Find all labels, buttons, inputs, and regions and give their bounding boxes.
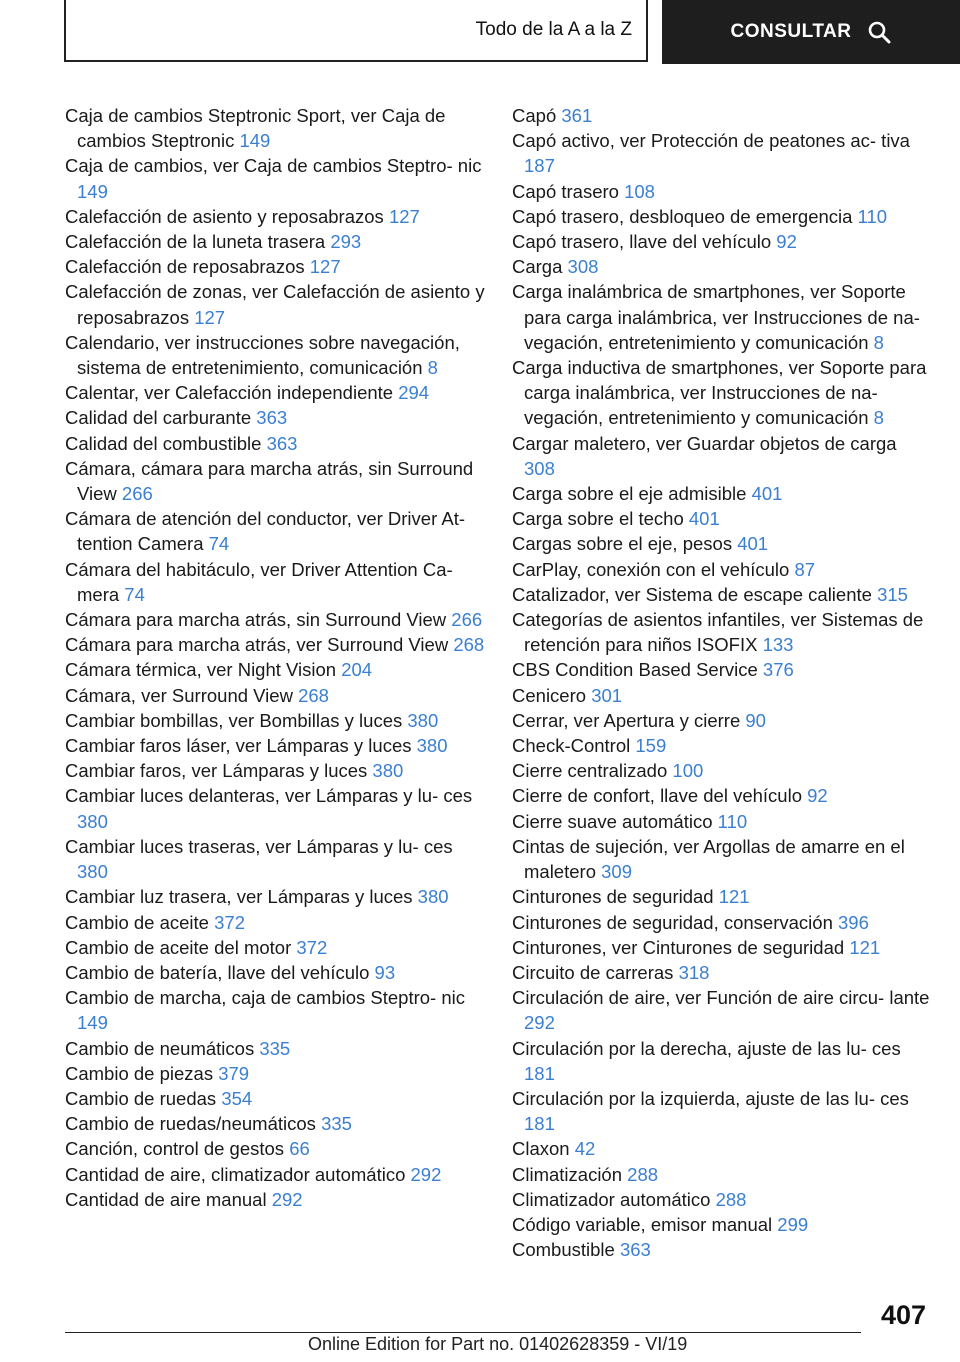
- index-page-link[interactable]: 127: [388, 205, 420, 227]
- index-page-link[interactable]: 87: [794, 558, 816, 580]
- index-page-link[interactable]: 66: [289, 1138, 310, 1160]
- index-entry: [65, 204, 485, 229]
- index-entry: [65, 985, 485, 1035]
- index-page-link[interactable]: 108: [624, 180, 655, 202]
- index-entry-text: Climatizador automático: [512, 1188, 711, 1210]
- index-entry: [65, 884, 485, 909]
- index-entry: [65, 405, 485, 430]
- index-entry: [65, 758, 485, 783]
- index-entry-text: Cámara para marcha atrás, ver Surround View: [65, 634, 449, 656]
- index-entry: [512, 179, 930, 204]
- index-entry: [512, 657, 930, 682]
- index-entry-text: Cargas sobre el eje, pesos: [512, 533, 733, 555]
- index-page-link[interactable]: 380: [77, 861, 108, 883]
- index-entry-text: Cierre centralizado: [512, 760, 668, 782]
- index-entry-text: Cambiar luz trasera, ver Lámparas y luces: [65, 886, 413, 908]
- index-entry-text: Cambio de neumáticos: [65, 1037, 255, 1059]
- index-entry-text: Cambiar bombillas, ver Bombillas y luces: [65, 709, 403, 731]
- index-entry-text: Calefacción de asiento y reposabrazos: [65, 205, 384, 227]
- index-page-link[interactable]: 92: [776, 231, 797, 253]
- index-entry-text: Cintas de sujeción, ver Argollas de amarre en el maletero: [512, 835, 905, 883]
- index-page-link[interactable]: 266: [121, 483, 153, 505]
- index-entry: [512, 531, 930, 556]
- index-entry-text: Calefacción de reposabrazos: [65, 256, 305, 278]
- index-entry-text: Cantidad de aire manual: [65, 1188, 267, 1210]
- index-entry: [512, 985, 930, 1035]
- index-entry-text: Cambio de piezas: [65, 1062, 214, 1084]
- index-entry: [65, 103, 485, 153]
- index-entry: [512, 683, 930, 708]
- index-entry-text: Capó trasero, desbloqueo de emergencia: [512, 205, 853, 227]
- index-entry-text: Cámara de atención del conductor, ver Driver At- tention Camera: [65, 508, 465, 555]
- index-page-link[interactable]: 121: [718, 886, 750, 908]
- index-entry-text: Cerrar, ver Apertura y cierre: [512, 709, 741, 731]
- index-entry: [512, 884, 930, 909]
- index-entry-text: Combustible: [512, 1239, 615, 1261]
- index-entry-text: Cenicero: [512, 684, 587, 706]
- index-page-link[interactable]: 293: [330, 231, 362, 253]
- index-page-link[interactable]: 294: [398, 382, 430, 404]
- index-page-link[interactable]: 401: [737, 533, 769, 555]
- index-entry: [512, 1212, 930, 1237]
- index-entry-text: Cambio de aceite: [65, 911, 209, 933]
- index-page-link[interactable]: 8: [873, 407, 884, 429]
- index-entry: [65, 683, 485, 708]
- index-page-link[interactable]: 93: [374, 961, 396, 983]
- index-entry-text: Cámara para marcha atrás, sin Surround View: [65, 609, 447, 631]
- index-entry-text: Calendario, ver instrucciones sobre navegación, sistema de entretenimiento, comunicación: [65, 331, 460, 379]
- index-page-link[interactable]: 8: [873, 331, 884, 353]
- index-page-link[interactable]: 159: [635, 735, 667, 757]
- index-entry: [512, 607, 930, 657]
- index-page-link[interactable]: 361: [561, 105, 593, 126]
- index-entry: [512, 254, 930, 279]
- index-page-link[interactable]: 379: [218, 1062, 250, 1084]
- index-entry: [65, 279, 485, 329]
- footer-edition: Online Edition for Part no. 01402628359 - VI/19: [308, 1334, 688, 1354]
- index-entry: [512, 204, 930, 229]
- index-entry: [65, 910, 485, 935]
- index-entry: [512, 758, 930, 783]
- index-page-link[interactable]: 335: [321, 1113, 352, 1135]
- search-icon: [867, 20, 891, 44]
- index-entry: [65, 1136, 485, 1161]
- index-entry: [512, 103, 930, 128]
- index-entry-text: Cantidad de aire, climatizador automático: [65, 1163, 406, 1185]
- index-entry-text: Cambio de aceite del motor: [65, 936, 292, 958]
- index-page-link[interactable]: 315: [877, 583, 908, 605]
- index-entry-text: Cámara, ver Surround View: [65, 684, 293, 706]
- index-entry-text: Calidad del combustible: [65, 432, 262, 454]
- index-page-link[interactable]: 309: [601, 861, 632, 883]
- index-entry: [512, 1237, 930, 1262]
- index-entry: [65, 1187, 485, 1212]
- index-entry: [65, 935, 485, 960]
- index-page-link[interactable]: 181: [524, 1062, 555, 1084]
- index-page-link[interactable]: 318: [678, 961, 710, 983]
- index-entry: [512, 1136, 930, 1161]
- index-entry: [65, 330, 485, 380]
- index-entry: [65, 632, 485, 657]
- index-entry-text: Cambiar faros láser, ver Lámparas y luces: [65, 735, 412, 757]
- index-page-link[interactable]: 363: [266, 432, 298, 454]
- index-entry-text: Capó activo, ver Protección de peatones ac- tiva: [512, 130, 910, 152]
- index-entry-text: Circuito de carreras: [512, 961, 674, 983]
- index-entry: [65, 380, 485, 405]
- footer-divider: [65, 1332, 861, 1333]
- index-page-link[interactable]: 354: [221, 1087, 253, 1109]
- index-page-link[interactable]: 100: [672, 760, 704, 782]
- index-page-link[interactable]: 268: [298, 684, 329, 706]
- index-entry: [65, 733, 485, 758]
- index-page-link[interactable]: 401: [688, 508, 720, 530]
- index-entry: [65, 1036, 485, 1061]
- index-entry-text: Cambio de ruedas/neumáticos: [65, 1113, 316, 1135]
- index-entry: [65, 557, 485, 607]
- index-page-link[interactable]: 401: [751, 483, 783, 505]
- index-entry: [65, 834, 485, 884]
- index-entry-text: Cinturones de seguridad: [512, 886, 714, 908]
- index-entry: [512, 1036, 930, 1086]
- index-entry: [65, 254, 485, 279]
- index-page-link[interactable]: 121: [849, 936, 881, 958]
- index-entry: [512, 935, 930, 960]
- index-page-link[interactable]: 363: [619, 1239, 651, 1261]
- index-page-link[interactable]: 288: [627, 1163, 659, 1185]
- index-entry: [512, 582, 930, 607]
- index-page-link[interactable]: 372: [296, 936, 328, 958]
- index-entry-text: Cinturones de seguridad, conservación: [512, 911, 833, 933]
- index-entry: [512, 279, 930, 355]
- index-page-link[interactable]: 292: [524, 1012, 555, 1034]
- index-page-link[interactable]: 299: [777, 1213, 809, 1235]
- index-page-link[interactable]: 42: [574, 1138, 596, 1160]
- index-entry: [65, 783, 485, 833]
- index-entry-text: Cambio de marcha, caja de cambios Steptro- nic: [65, 987, 465, 1009]
- top-bar: [0, 0, 960, 66]
- index-entry-text: Cinturones, ver Cinturones de seguridad: [512, 936, 845, 958]
- index-entry-text: Código variable, emisor manual: [512, 1213, 773, 1235]
- index-entry-text: Cámara, cámara para marcha atrás, sin Surround View: [65, 457, 474, 505]
- index-entry-text: Carga: [512, 256, 563, 278]
- index-entry-text: Climatización: [512, 1163, 623, 1185]
- index-entry-text: Calidad del carburante: [65, 407, 252, 429]
- index-entry: [512, 481, 930, 506]
- index-page-link[interactable]: 380: [77, 810, 108, 832]
- index-entry: [512, 128, 930, 178]
- index-entry-text: Caja de cambios, ver Caja de cambios Steptro- nic: [65, 155, 482, 177]
- index-entry: [512, 557, 930, 582]
- index-entry: [65, 1061, 485, 1086]
- index-page-link[interactable]: 380: [416, 735, 448, 757]
- index-column-left: [65, 103, 485, 1212]
- index-entry: [512, 834, 930, 884]
- consult-button[interactable]: [662, 0, 960, 64]
- index-page-link[interactable]: 187: [524, 155, 555, 177]
- index-entry-text: Cámara térmica, ver Night Vision: [65, 659, 337, 681]
- index-page-link[interactable]: 74: [124, 583, 145, 605]
- index-entry-text: Calefacción de zonas, ver Calefacción de asiento y reposabrazos: [65, 281, 485, 328]
- index-entry: [512, 431, 930, 481]
- index-entry: [512, 733, 930, 758]
- index-entry: [65, 506, 485, 556]
- index-page-link[interactable]: 110: [857, 205, 888, 227]
- index-entry-text: Check-Control: [512, 735, 631, 757]
- index-entry: [65, 431, 485, 456]
- index-entry: [65, 1162, 485, 1187]
- index-entry: [512, 960, 930, 985]
- index-page-link[interactable]: 268: [453, 634, 485, 656]
- index-entry-text: Circulación de aire, ver Función de aire circu- lante: [512, 987, 930, 1009]
- index-entry: [512, 506, 930, 531]
- index-entry-text: Canción, control de gestos: [65, 1138, 285, 1160]
- index-entry: [512, 1162, 930, 1187]
- index-entry: [512, 910, 930, 935]
- index-page-link[interactable]: 110: [717, 810, 748, 832]
- index-entry-text: Calentar, ver Calefacción independiente: [65, 382, 394, 404]
- index-page-link[interactable]: 376: [762, 659, 794, 681]
- index-entry-text: Cambio de batería, llave del vehículo: [65, 961, 370, 983]
- index-page-link[interactable]: 127: [309, 256, 341, 278]
- index-entry-text: Circulación por la derecha, ajuste de las lu- ces: [512, 1037, 901, 1059]
- index-page-link[interactable]: 372: [214, 911, 245, 933]
- index-page-link[interactable]: 149: [77, 1012, 108, 1034]
- index-entry: [65, 960, 485, 985]
- index-page-link[interactable]: 8: [427, 357, 438, 379]
- index-page-link[interactable]: 149: [239, 130, 271, 152]
- index-entry-text: CarPlay, conexión con el vehículo: [512, 558, 790, 580]
- index-entry-text: Cambiar luces delanteras, ver Lámparas y lu- ces: [65, 785, 473, 807]
- index-entry-text: Cambio de ruedas: [65, 1087, 217, 1109]
- index-page-link[interactable]: 266: [451, 609, 483, 631]
- index-page-link[interactable]: 149: [77, 180, 108, 202]
- index-entry-text: Capó: [512, 105, 557, 126]
- index-page-link[interactable]: 292: [410, 1163, 442, 1185]
- index-entry: [512, 1187, 930, 1212]
- index-entry: [65, 708, 485, 733]
- index-entry-text: Carga sobre el eje admisible: [512, 483, 747, 505]
- index-entry-text: Cierre suave automático: [512, 810, 713, 832]
- index-entry-text: Carga inalámbrica de smartphones, ver Soporte para carga inalámbrica, ver Instrucciones de na- vegación, entretenimiento y comunicación: [512, 281, 920, 353]
- index-entry: [65, 657, 485, 682]
- consult-label: CONSULTAR: [730, 21, 852, 42]
- index-entry: [512, 1086, 930, 1136]
- index-entry-text: Calefacción de la luneta trasera: [65, 231, 326, 253]
- index-page-link[interactable]: 181: [524, 1113, 555, 1135]
- index-entry: [512, 809, 930, 834]
- index-page-link[interactable]: 301: [591, 684, 623, 706]
- index-page-link[interactable]: 380: [372, 760, 404, 782]
- index-column-right: [512, 103, 930, 1262]
- index-entry: [65, 229, 485, 254]
- index-entry-text: Catalizador, ver Sistema de escape caliente: [512, 583, 872, 605]
- section-tab[interactable]: [64, 0, 648, 62]
- index-entry: [65, 607, 485, 632]
- index-page-link[interactable]: 380: [407, 709, 439, 731]
- index-entry: [512, 708, 930, 733]
- index-entry-text: Capó trasero: [512, 180, 619, 202]
- index-entry-text: Capó trasero, llave del vehículo: [512, 231, 772, 253]
- index-page-link[interactable]: 74: [208, 533, 230, 555]
- index-page-link[interactable]: 92: [807, 785, 828, 807]
- index-page-link[interactable]: 288: [715, 1188, 747, 1210]
- index-page-link[interactable]: 396: [838, 911, 869, 933]
- index-entry-text: Cambiar luces traseras, ver Lámparas y lu- ces: [65, 835, 453, 857]
- index-entry-text: Claxon: [512, 1138, 570, 1160]
- index-entry-text: Cargar maletero, ver Guardar objetos de carga: [512, 432, 897, 454]
- index-page-link[interactable]: 90: [745, 709, 766, 731]
- index-entry-text: CBS Condition Based Service: [512, 659, 758, 681]
- index-entry-text: Categorías de asientos infantiles, ver Sistemas de retención para niños ISOFIX: [512, 609, 924, 656]
- page-number: 407: [880, 1300, 926, 1330]
- index-page-link[interactable]: 380: [417, 886, 449, 908]
- index-entry: [512, 783, 930, 808]
- index-page-link[interactable]: 308: [524, 457, 555, 479]
- index-page-link[interactable]: 133: [762, 634, 794, 656]
- index-entry-text: Circulación por la izquierda, ajuste de las lu- ces: [512, 1087, 909, 1109]
- index-page-link[interactable]: 335: [259, 1037, 291, 1059]
- index-entry-text: Caja de cambios Steptronic Sport, ver Caja de cambios Steptronic: [65, 105, 446, 152]
- index-page-link[interactable]: 292: [271, 1188, 303, 1210]
- index-entry: [65, 153, 485, 203]
- index-page-link[interactable]: 363: [256, 407, 288, 429]
- section-tab-label: Todo de la A a la Z: [475, 19, 632, 40]
- index-entry: [65, 1111, 485, 1136]
- index-entry: [65, 456, 485, 506]
- index-entry: [65, 1086, 485, 1111]
- index-entry-text: Cambiar faros, ver Lámparas y luces: [65, 760, 368, 782]
- index-entry-text: Carga inductiva de smartphones, ver Soporte para carga inalámbrica, ver Instrucciones de na- vegación, entretenimiento y comunicación: [512, 357, 927, 429]
- index-entry-text: Carga sobre el techo: [512, 508, 684, 530]
- index-entry: [512, 355, 930, 431]
- index-entry: [512, 229, 930, 254]
- index-page-link[interactable]: 204: [341, 659, 373, 681]
- index-entry-text: Cierre de confort, llave del vehículo: [512, 785, 802, 807]
- index-page-link[interactable]: 127: [194, 306, 226, 328]
- index-entry-text: Cámara del habitáculo, ver Driver Attention Ca- mera: [65, 558, 453, 605]
- index-page-link[interactable]: 308: [567, 256, 599, 278]
